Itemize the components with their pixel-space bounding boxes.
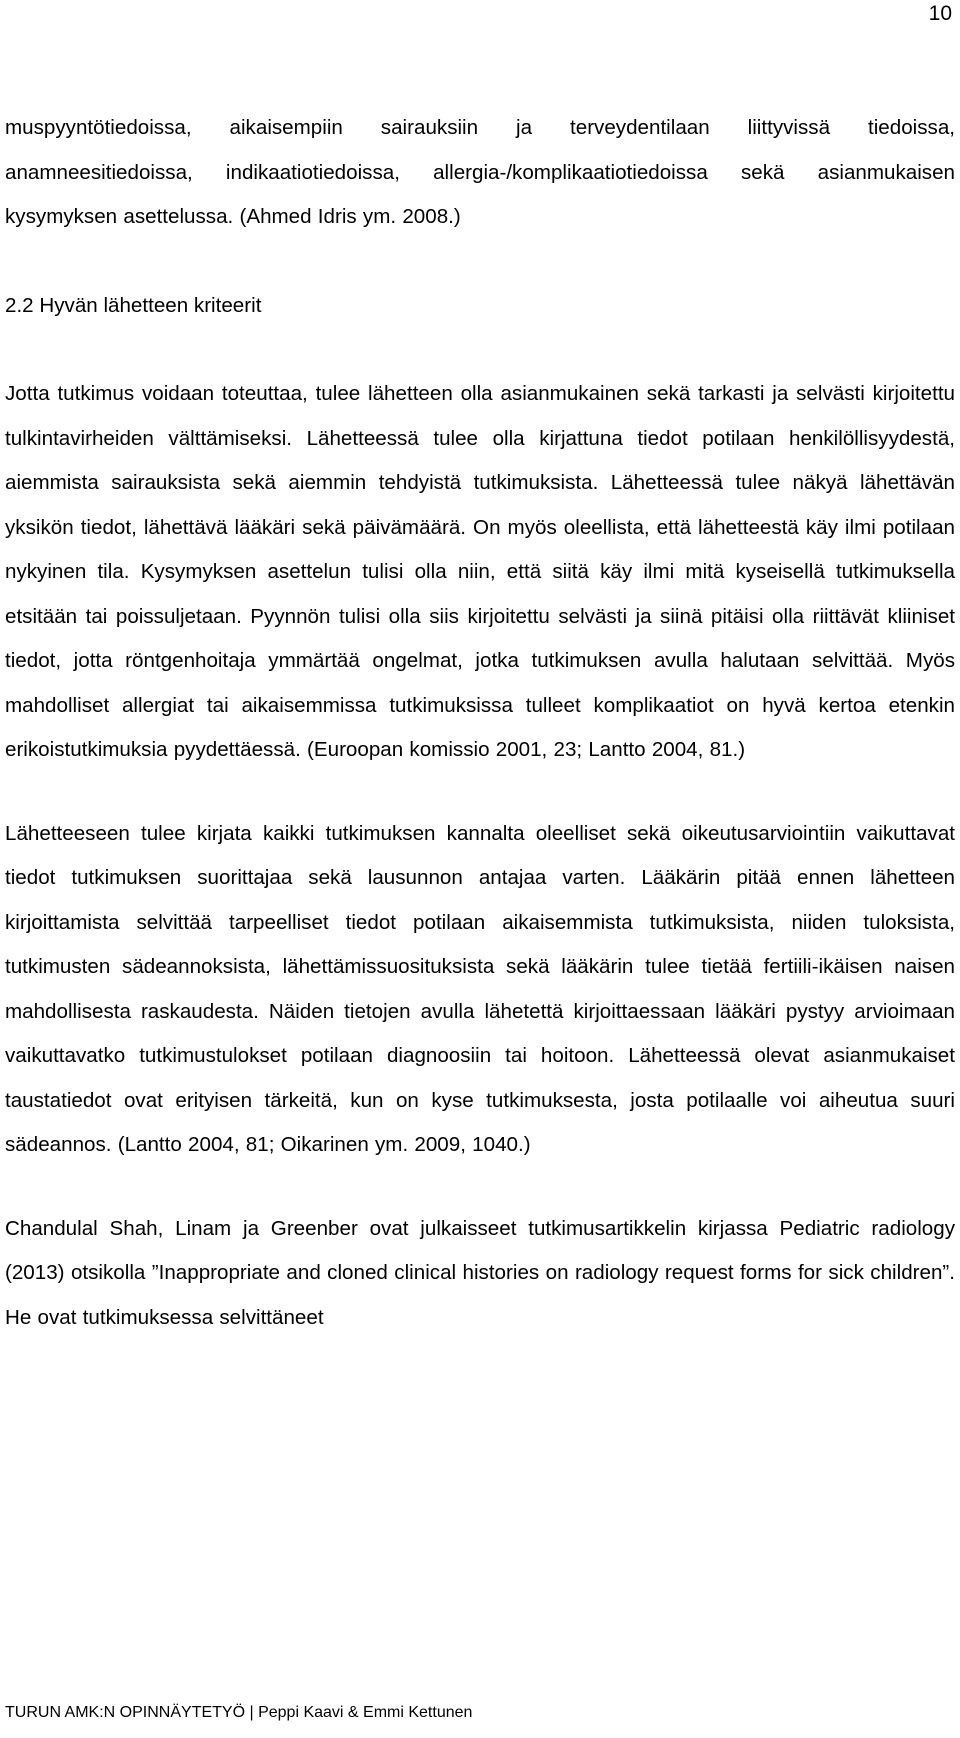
paragraph-intro: muspyyntötiedoissa, aikaisempiin sairauksiin ja terveydentilaan liittyvissä tiedoissa, anamneesitiedoissa, indikaatiotiedoissa, allergia-/komplikaatiotiedoissa sekä asianmukaisen kysymyksen asettelussa. (Ahmed Idris ym. 2008.) bbox=[5, 116, 955, 228]
page-footer: TURUN AMK:N OPINNÄYTETYÖ | Peppi Kaavi & Emmi Kettunen bbox=[5, 1704, 473, 1721]
paragraph-criteria: Jotta tutkimus voidaan toteuttaa, tulee lähetteen olla asianmukainen sekä tarkasti ja selvästi kirjoitettu tulkintavirheiden välttämiseksi. Lähetteessä tulee olla kirjattuna tiedot potilaan henkilöllisyydestä, aiemmista sairauksista sekä aiemmin tehdyistä tutkimuksista. Lähetteessä tulee näkyä lähettävän yksikön tiedot, lähettävä lääkäri sekä päivämäärä. On myös oleellista, että lähetteestä käy ilmi potilaan nykyinen tila. Kysymyksen asettelun tulisi olla niin, että siitä käy ilmi mitä kyseisellä tutkimuksella etsitään tai poissuljetaan. Pyynnön tulisi olla siis kirjoitettu selvästi ja siinä pitäisi olla riittävät kliiniset tiedot, jotta röntgenhoitaja ymmärtää ongelmat, jotka tutkimuksen avulla halutaan selvittää. Myös mahdolliset allergiat tai aikaisemmissa tutkimuksissa tulleet komplikaatiot on hyvä kertoa etenkin erikoistutkimuksia pyydettäessä. (Euroopan komissio 2001, 23; Lantto 2004, 81.) bbox=[5, 382, 955, 761]
paragraph-study: Chandulal Shah, Linam ja Greenber ovat julkaisseet tutkimusartikkelin kirjassa Pediatric radiology (2013) otsikolla ”Inappropriate and cloned clinical histories on radiology request forms for sick children”. He ovat tutkimuksessa selvittäneet bbox=[5, 1216, 955, 1329]
document-body bbox=[5, 106, 955, 1340]
section-heading: 2.2 Hyvän lähetteen kriteerit bbox=[5, 293, 262, 317]
paragraph-referral-details: Lähetteeseen tulee kirjata kaikki tutkimuksen kannalta oleelliset sekä oikeutusarviointiin vaikuttavat tiedot tutkimuksen suorittajaa sekä lausunnon antajaa varten. Lääkärin pitää ennen lähetteen kirjoittamista selvittää tarpeelliset tiedot potilaan aikaisemmista tutkimuksista, niiden tuloksista, tutkimusten sädeannoksista, lähettämissuosituksista sekä lääkärin tulee tietää fertiili-ikäisen naisen mahdollisesta raskaudesta. Näiden tietojen avulla lähetettä kirjoittaessaan lääkäri pystyy arvioimaan vaikuttavatko tutkimustulokset potilaan diagnoosiin tai hoitoon. Lähetteessä olevat asianmukaiset taustatiedot ovat erityisen tärkeitä, kun on kyse tutkimuksesta, josta potilaalle voi aiheutua suuri sädeannos. (Lantto 2004, 81; Oikarinen ym. 2009, 1040.) bbox=[5, 821, 955, 1156]
page-number: 10 bbox=[928, 2, 952, 25]
